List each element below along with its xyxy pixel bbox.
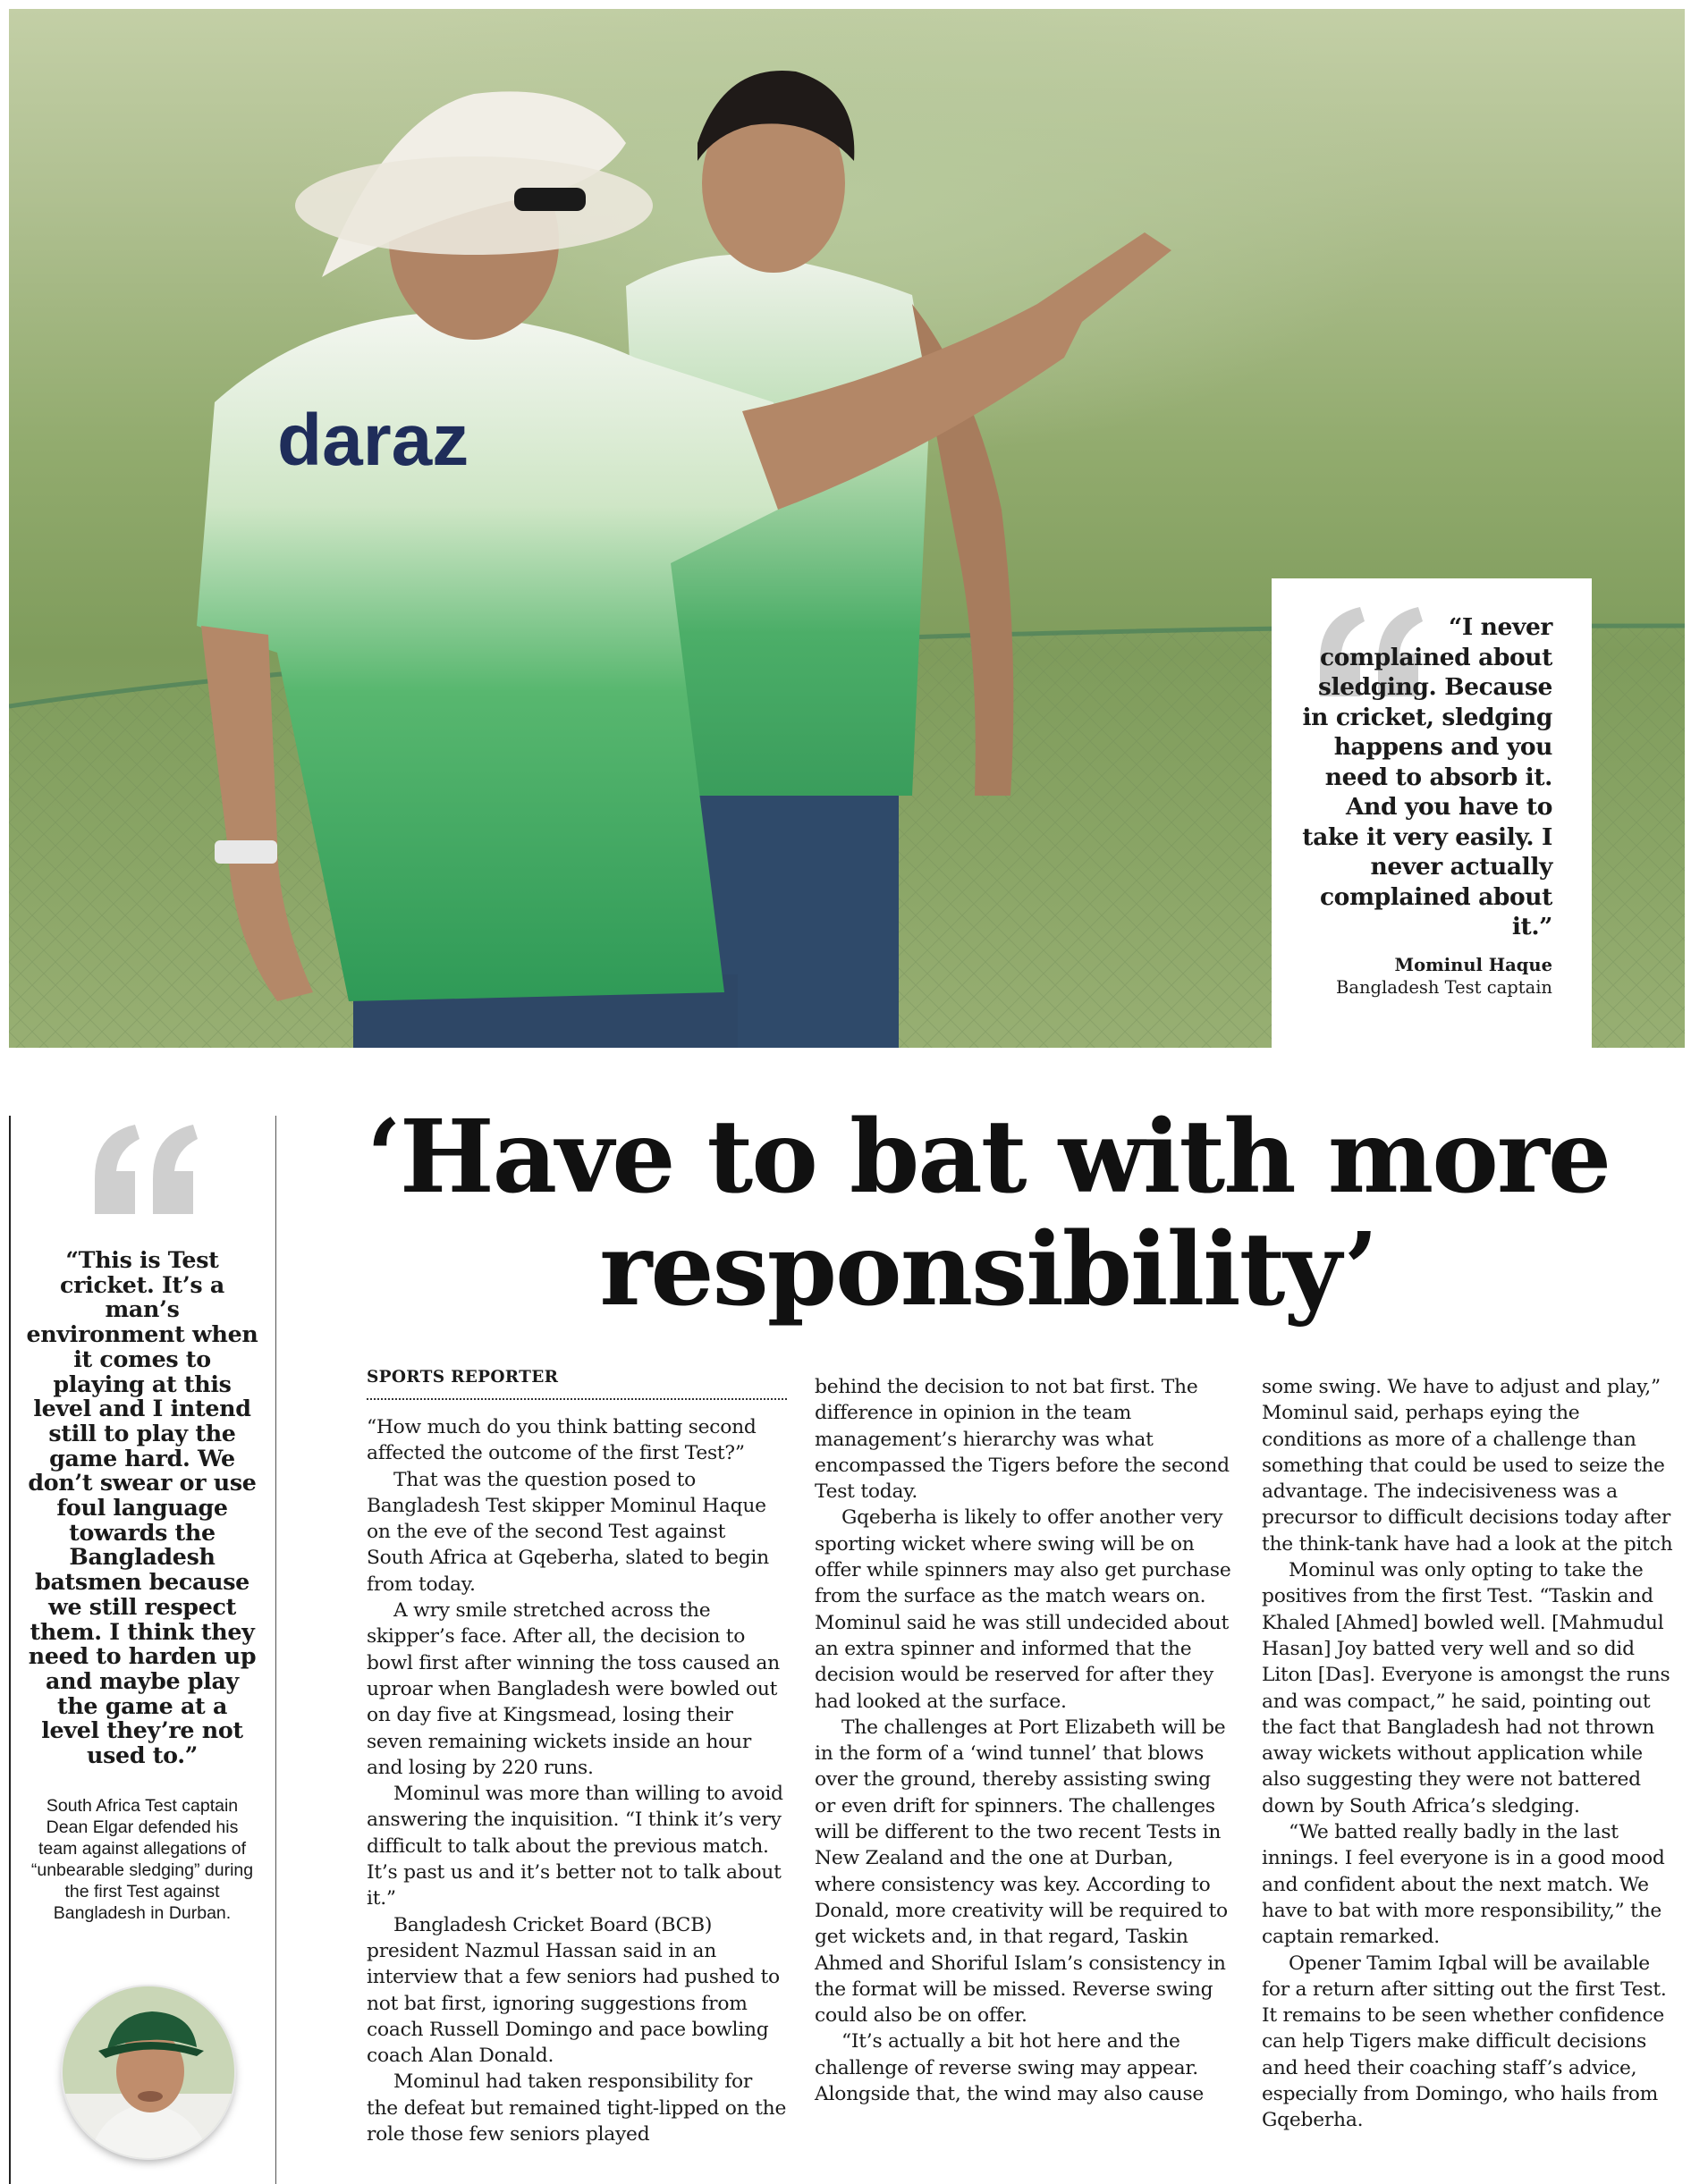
paragraph: some swing. We have to adjust and play,” Mominul said, perhaps eying the conditions as more of a challenge than something that could be used to seize the advantage. The indecisiveness was a precursor to difficult decisions today after the think-tank have had a look at the pitch — [1262, 1376, 1673, 1556]
paragraph: Opener Tamim Iqbal will be available for a return after sitting out the first Test. It remains to be seen whether confidence can help Tigers make difficult decisions and heed their coaching staff’s advice, especially from Domingo, who hails from Gqeberha. — [1262, 1952, 1667, 2132]
headline: ‘Have to bat with more responsibility’ — [366, 1099, 1611, 1328]
paragraph: Gqeberha is likely to offer another very sporting wicket where swing will be on offer while spinners may also get purchase from the surface as the match wears on. Mominul said he was still undecided about an extra spinner and informed that the decision would be reserved for after they had looked at the surface. — [815, 1506, 1231, 1713]
paragraph: Mominul was more than willing to avoid answering the inquisition. “I think it’s very difficult to talk about the previous match. It’s past us and it’s better not to talk about it.” — [367, 1783, 783, 1910]
paragraph: Bangladesh Cricket Board (BCB) president Nazmul Hassan said in an interview that a few seniors had pushed to not bat first, ignoring suggestions from coach Russell Domingo and pace bowling coach Alan Donald. — [367, 1913, 780, 2068]
byline-rule — [367, 1398, 787, 1400]
pull-quote-role: Bangladesh Test captain — [1335, 976, 1552, 998]
pull-quote-text: “I never complained about sledging. Because in cricket, sledging happens and you need to absorb it. And you have to take it very easily. I never actually complained about it.” — [1302, 613, 1552, 940]
paragraph: “How much do you think batting second affected the outcome of the first Test?” — [367, 1416, 757, 1465]
paragraph: Mominul was only opting to take the positives from the first Test. “Taskin and Khaled [Ahmed] bowled well. [Mahmudul Hasan] Joy batted very well and so did Liton [Das]. Everyone is amongst the runs and was compact,” he said, pointing out the fact that Bangladesh had not thrown away wickets without application while also suggesting they were not battered down by South Africa’s sledging. — [1262, 1559, 1670, 1817]
article-column-1 — [367, 1414, 787, 2147]
quote-mark-icon — [86, 1116, 202, 1223]
avatar — [63, 1986, 234, 2158]
elgar-portrait — [63, 1986, 234, 2158]
paragraph: The challenges at Port Elizabeth will be in the form of a ‘wind tunnel’ that blows over the ground, thereby assisting swing or even drift for spinners. The challenges will be different to the two recent Tests in New Zealand and the one at Durban, where consistency was key. According to Donald, more creativity will be required to get wickets and, in that regard, Taskin Ahmed and Shoriful Islam’s consistency in the format will be missed. Reverse swing could also be on offer. — [815, 1716, 1228, 2028]
paragraph: “It’s actually a bit hot here and the challenge of reverse swing may appear. Alongside that, the wind may also cause — [815, 2030, 1205, 2106]
sidebar-divider — [275, 1116, 276, 2184]
pull-quote-name: Mominul Haque — [1394, 954, 1552, 975]
paragraph: behind the decision to not bat first. The difference in opinion in the team management’s hierarchy was what encompassed the Tigers before the second Test today. — [815, 1376, 1230, 1504]
feature-photo — [9, 9, 1685, 1048]
shirt-logo: daraz — [277, 400, 469, 481]
article-column-2 — [815, 1374, 1235, 2107]
byline: SPORTS REPORTER — [367, 1368, 559, 1387]
paragraph: “We batted really badly in the last innings. I feel everyone is in a good mood and confident about the next match. We have to bat with more responsibility,” the captain remarked. — [1262, 1821, 1665, 1949]
paragraph: Mominul had taken responsibility for the defeat but remained tight-lipped on the role those few seniors played — [367, 2070, 787, 2146]
left-border-rule — [9, 1116, 11, 2184]
pull-quote-mominul — [1272, 578, 1592, 1048]
sidebar-quote-text: “This is Test cricket. It’s a man’s environment when it comes to playing at this level and I intend still to play the game hard. We don’t swear or use foul language towards the Bangladesh batsmen because we still respect them. I think they need to harden up and maybe play the game at a level they’re not used to.” — [26, 1246, 258, 1769]
paragraph: A wry smile stretched across the skipper’s face. After all, the decision to bowl first after winning the toss caused an uproar when Bangladesh were bowled out on day five at Kingsmead, losing their seven remaining wickets inside an hour and losing by 220 runs. — [367, 1599, 780, 1779]
paragraph: That was the question posed to Bangladesh Test skipper Mominul Haque on the eve of the second Test against South Africa at Gqeberha, slated to begin from today. — [367, 1468, 769, 1596]
sidebar-quote-caption: South Africa Test captain Dean Elgar defended his team against allegations of “unbearable sledging” during the first Test against Bangladesh in Durban. — [30, 1796, 254, 1923]
article-column-3 — [1262, 1374, 1682, 2134]
